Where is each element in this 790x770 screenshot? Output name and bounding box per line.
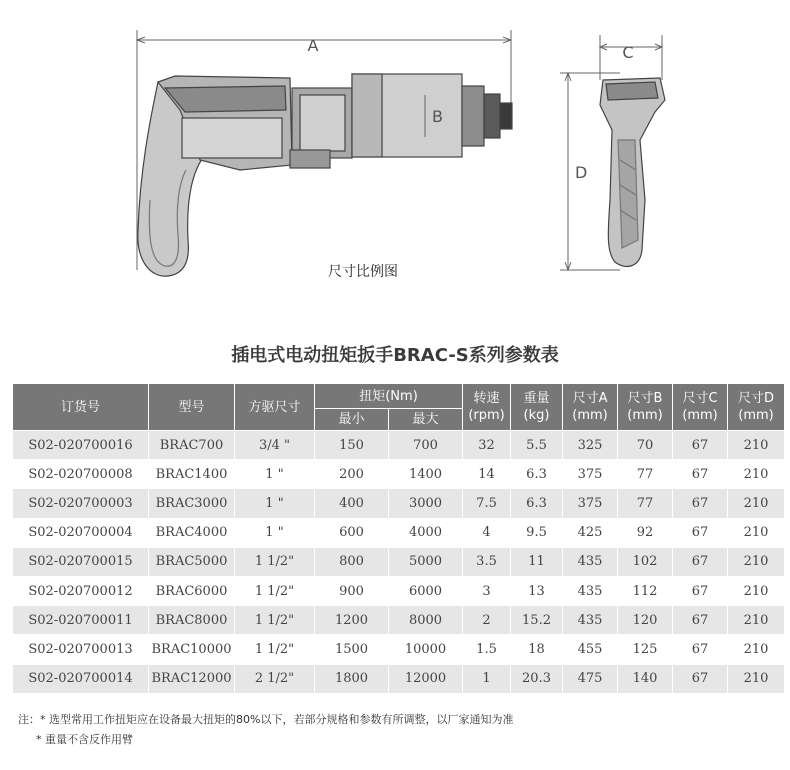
cell-dim-b: 140 (618, 664, 673, 693)
cell-torque-min: 1500 (315, 635, 389, 664)
cell-weight: 6.3 (511, 460, 563, 489)
cell-torque-min: 200 (315, 460, 389, 489)
cell-dim-c: 67 (673, 489, 728, 518)
header-speed-unit: (rpm) (468, 408, 505, 423)
cell-order: S02-020700015 (13, 547, 149, 576)
cell-order: S02-020700008 (13, 460, 149, 489)
dimension-d-label: D (575, 163, 588, 182)
cell-dim-c: 67 (673, 576, 728, 605)
cell-torque-min: 800 (315, 547, 389, 576)
cell-order: S02-020700003 (13, 489, 149, 518)
cell-dim-b: 77 (618, 489, 673, 518)
cell-dim-d: 210 (728, 606, 785, 635)
cell-torque-max: 6000 (389, 576, 463, 605)
header-dim-c (673, 384, 728, 431)
header-dim-c-label: 尺寸C (682, 391, 718, 406)
cell-torque-min: 600 (315, 518, 389, 547)
cell-drive: 1 " (235, 460, 315, 489)
cell-dim-d: 210 (728, 460, 785, 489)
cell-torque-min: 900 (315, 576, 389, 605)
cell-drive: 1 " (235, 518, 315, 547)
cell-model: BRAC1400 (149, 460, 235, 489)
cell-speed: 1.5 (463, 635, 511, 664)
table-row (13, 606, 785, 635)
header-dim-a (563, 384, 618, 431)
drill-rear-view (600, 78, 665, 266)
cell-dim-b: 112 (618, 576, 673, 605)
cell-model: BRAC5000 (149, 547, 235, 576)
header-dim-d (728, 384, 785, 431)
cell-speed: 32 (463, 431, 511, 460)
header-dim-b-label: 尺寸B (627, 391, 663, 406)
cell-weight: 9.5 (511, 518, 563, 547)
cell-speed: 7.5 (463, 489, 511, 518)
cell-dim-c: 67 (673, 460, 728, 489)
cell-order: S02-020700004 (13, 518, 149, 547)
cell-weight: 18 (511, 635, 563, 664)
header-dim-a-unit: (mm) (572, 408, 608, 423)
cell-dim-d: 210 (728, 635, 785, 664)
table-row (13, 547, 785, 576)
cell-weight: 5.5 (511, 431, 563, 460)
cell-dim-c: 67 (673, 635, 728, 664)
cell-dim-a: 435 (563, 576, 618, 605)
dimension-diagram (0, 0, 790, 300)
dimension-c-label: C (622, 43, 634, 62)
cell-dim-b: 102 (618, 547, 673, 576)
cell-dim-c: 67 (673, 518, 728, 547)
cell-order: S02-020700011 (13, 606, 149, 635)
cell-model: BRAC4000 (149, 518, 235, 547)
cell-dim-d: 210 (728, 576, 785, 605)
cell-weight: 11 (511, 547, 563, 576)
header-model: 型号 (149, 384, 235, 431)
dimension-a-label: A (307, 36, 319, 55)
table-row (13, 664, 785, 693)
cell-dim-a: 425 (563, 518, 618, 547)
header-weight-label: 重量 (523, 391, 550, 406)
table-header-row (13, 384, 785, 409)
cell-torque-min: 1800 (315, 664, 389, 693)
cell-weight: 15.2 (511, 606, 563, 635)
cell-dim-d: 210 (728, 489, 785, 518)
cell-dim-b: 92 (618, 518, 673, 547)
table-row (13, 489, 785, 518)
cell-model: BRAC700 (149, 431, 235, 460)
cell-torque-max: 1400 (389, 460, 463, 489)
cell-dim-b: 120 (618, 606, 673, 635)
cell-dim-a: 325 (563, 431, 618, 460)
cell-dim-c: 67 (673, 664, 728, 693)
header-dim-a-label: 尺寸A (572, 391, 608, 406)
header-speed (463, 384, 511, 431)
cell-torque-max: 12000 (389, 664, 463, 693)
cell-drive: 1 1/2" (235, 576, 315, 605)
cell-drive: 1 " (235, 489, 315, 518)
table-row (13, 518, 785, 547)
cell-drive: 1 1/2" (235, 606, 315, 635)
cell-dim-d: 210 (728, 518, 785, 547)
cell-torque-min: 400 (315, 489, 389, 518)
cell-torque-max: 700 (389, 431, 463, 460)
header-torque-max: 最大 (389, 409, 463, 431)
cell-model: BRAC6000 (149, 576, 235, 605)
cell-drive: 2 1/2" (235, 664, 315, 693)
cell-drive: 1 1/2" (235, 635, 315, 664)
diagram-caption: 尺寸比例图 (328, 264, 398, 280)
cell-dim-c: 67 (673, 431, 728, 460)
table-row (13, 460, 785, 489)
footnote-weight: * 重量不含反作用臂 (36, 733, 133, 746)
table-row (13, 576, 785, 605)
cell-torque-max: 3000 (389, 489, 463, 518)
header-dim-b (618, 384, 673, 431)
cell-speed: 2 (463, 606, 511, 635)
cell-dim-a: 375 (563, 460, 618, 489)
header-order-no: 订货号 (13, 384, 149, 431)
header-drive: 方驱尺寸 (235, 384, 315, 431)
table-title: 插电式电动扭矩扳手BRAC-S系列参数表 (231, 345, 559, 366)
cell-model: BRAC12000 (149, 664, 235, 693)
header-torque-min: 最小 (315, 409, 389, 431)
cell-dim-a: 435 (563, 606, 618, 635)
cell-torque-max: 10000 (389, 635, 463, 664)
cell-order: S02-020700014 (13, 664, 149, 693)
cell-torque-min: 1200 (315, 606, 389, 635)
cell-dim-a: 455 (563, 635, 618, 664)
table-row (13, 431, 785, 460)
cell-speed: 3.5 (463, 547, 511, 576)
spec-table (12, 383, 785, 694)
cell-speed: 1 (463, 664, 511, 693)
cell-drive: 3/4 " (235, 431, 315, 460)
cell-torque-max: 8000 (389, 606, 463, 635)
cell-dim-d: 210 (728, 664, 785, 693)
dimension-b-label: B (432, 107, 443, 126)
cell-dim-a: 475 (563, 664, 618, 693)
drill-side-view (138, 74, 512, 276)
cell-model: BRAC3000 (149, 489, 235, 518)
cell-speed: 3 (463, 576, 511, 605)
cell-speed: 14 (463, 460, 511, 489)
cell-weight: 13 (511, 576, 563, 605)
header-speed-label: 转速 (473, 391, 500, 406)
header-dim-b-unit: (mm) (627, 408, 663, 423)
cell-dim-b: 77 (618, 460, 673, 489)
cell-drive: 1 1/2" (235, 547, 315, 576)
cell-order: S02-020700016 (13, 431, 149, 460)
table-row (13, 635, 785, 664)
footnote-selection: 注：* 选型常用工作扭矩应在设备最大扭矩的80%以下，若部分规格和参数有所调整，以厂家通知为准 (18, 713, 514, 726)
header-weight-unit: (kg) (523, 408, 550, 423)
cell-model: BRAC10000 (149, 635, 235, 664)
cell-dim-a: 375 (563, 489, 618, 518)
cell-order: S02-020700012 (13, 576, 149, 605)
cell-torque-max: 4000 (389, 518, 463, 547)
header-weight (511, 384, 563, 431)
cell-model: BRAC8000 (149, 606, 235, 635)
header-dim-d-label: 尺寸D (738, 391, 775, 406)
header-dim-c-unit: (mm) (682, 408, 718, 423)
cell-dim-c: 67 (673, 547, 728, 576)
header-dim-d-unit: (mm) (738, 408, 774, 423)
cell-torque-max: 5000 (389, 547, 463, 576)
cell-speed: 4 (463, 518, 511, 547)
cell-order: S02-020700013 (13, 635, 149, 664)
cell-weight: 20.3 (511, 664, 563, 693)
cell-dim-d: 210 (728, 547, 785, 576)
cell-dim-d: 210 (728, 431, 785, 460)
cell-dim-a: 435 (563, 547, 618, 576)
cell-torque-min: 150 (315, 431, 389, 460)
cell-dim-b: 125 (618, 635, 673, 664)
header-torque: 扭矩(Nm) (315, 384, 463, 409)
cell-dim-c: 67 (673, 606, 728, 635)
cell-weight: 6.3 (511, 489, 563, 518)
cell-dim-b: 70 (618, 431, 673, 460)
